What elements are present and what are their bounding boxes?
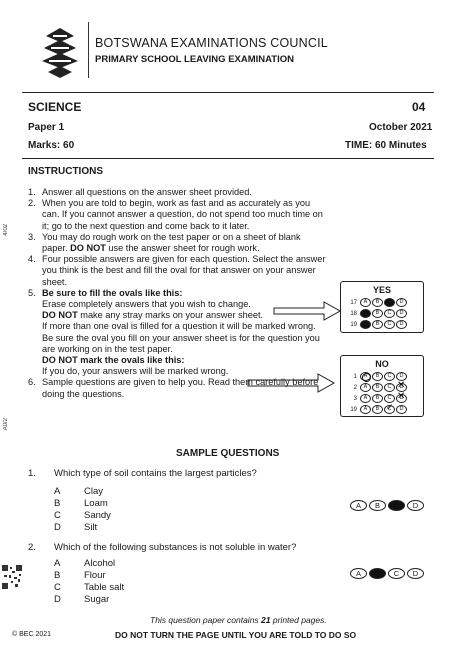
option-letter: B — [54, 498, 61, 509]
item-line: Be sure the oval you fill on your answer sheet is for the question you are working on in the test paper. — [42, 332, 320, 354]
option-text: Sugar — [84, 594, 110, 605]
example-oval: D — [396, 298, 407, 307]
item-text: Sample questions are given to help you. Read them carefully before doing the questions. — [42, 377, 319, 399]
margin-code: A0/2 — [3, 418, 9, 431]
option — [54, 594, 124, 606]
margin-code: 4/02 — [3, 224, 9, 236]
answer-oval: C — [388, 500, 405, 511]
example-oval: D — [396, 405, 407, 414]
item-number: 5. — [28, 287, 36, 298]
example-row-number: 19 — [350, 406, 357, 413]
sample-question-text: Which of the following substances is not soluble in water? — [54, 542, 297, 553]
organisation-name: BOTSWANA EXAMINATIONS COUNCIL — [95, 36, 328, 50]
example-oval: A — [360, 320, 371, 329]
answer-oval: B — [369, 568, 386, 579]
item-number: 4. — [28, 254, 36, 265]
example-oval: C — [384, 309, 395, 318]
example-oval: D — [396, 372, 407, 381]
instruction-item — [28, 187, 328, 198]
qr-code-icon — [2, 565, 22, 589]
note-text: printed pages. — [270, 615, 327, 625]
instruction-item — [28, 254, 328, 288]
option-letter: C — [54, 582, 61, 593]
example-oval: A — [360, 372, 371, 381]
arrow-right-icon — [246, 372, 336, 394]
example-row-number: 2 — [353, 384, 357, 391]
panel-title: NO — [375, 359, 389, 369]
subject-code: 04 — [412, 100, 426, 114]
example-oval: B — [372, 372, 383, 381]
example-oval: C — [384, 394, 395, 403]
top-rule — [22, 92, 434, 93]
answer-oval: B — [369, 500, 386, 511]
option-text: Loam — [84, 498, 108, 509]
option-letter: C — [54, 510, 61, 521]
item-bold: DO NOT — [70, 243, 106, 254]
header-divider — [88, 22, 89, 78]
subject: SCIENCE — [28, 100, 82, 114]
option — [54, 570, 124, 582]
item-number: 1. — [28, 187, 36, 197]
answer-oval: C — [388, 568, 405, 579]
answer-ovals — [350, 500, 426, 511]
options-list — [54, 558, 124, 606]
example-oval: A — [360, 309, 371, 318]
footer-warning: DO NOT TURN THE PAGE UNTIL YOU ARE TOLD TO DO SO — [115, 630, 357, 640]
example-row — [345, 297, 419, 308]
copyright: © BEC 2021 — [12, 631, 52, 638]
example-row-number: 1 — [353, 373, 357, 380]
example-oval: B — [372, 383, 383, 392]
item-line: If more than one oval is filled for a question it will be marked wrong. — [42, 321, 316, 332]
option-letter: A — [54, 486, 61, 497]
example-row — [345, 371, 419, 382]
example-oval: A — [360, 298, 371, 307]
options-list — [54, 486, 111, 534]
instruction-item — [28, 232, 328, 254]
example-oval: ✓ C — [384, 405, 395, 414]
answer-oval: A — [350, 500, 367, 511]
option-letter: B — [54, 570, 61, 581]
incorrect-marking-example — [340, 355, 424, 417]
example-oval: B — [372, 309, 383, 318]
item-number: 6. — [28, 377, 36, 388]
arrow-right-icon — [272, 300, 342, 322]
option-text: Table salt — [84, 582, 125, 593]
option — [54, 510, 111, 522]
sample-questions-title: SAMPLE QUESTIONS — [176, 448, 280, 459]
sample-question-number: 2. — [28, 542, 36, 553]
panel-title: YES — [372, 285, 391, 295]
correct-marking-example — [340, 281, 424, 333]
option-text: Flour — [84, 570, 106, 581]
example-oval: B — [372, 394, 383, 403]
example-row — [345, 308, 419, 319]
example-oval: C — [384, 298, 395, 307]
note-text: This question paper contains — [150, 615, 262, 625]
instructions-title: INSTRUCTIONS — [28, 166, 103, 177]
answer-oval: D — [407, 500, 424, 511]
item-bold: DO NOT mark the ovals like this: — [42, 355, 185, 366]
examination-name: PRIMARY SCHOOL LEAVING EXAMINATION — [95, 54, 294, 65]
option — [54, 558, 124, 570]
answer-oval: D — [407, 568, 424, 579]
option-text: Clay — [84, 486, 104, 497]
example-oval: B — [372, 320, 383, 329]
example-row-number: 18 — [350, 310, 357, 317]
item-line: Erase completely answers that you wish to change. — [42, 299, 251, 310]
item-text: Answer all questions on the answer sheet provided. — [42, 187, 252, 197]
example-row — [345, 393, 419, 404]
page-count: 21 — [261, 615, 271, 625]
example-row — [345, 319, 419, 330]
answer-oval: A — [350, 568, 367, 579]
option — [54, 486, 111, 498]
sample-question-text: Which type of soil contains the largest particles? — [54, 468, 257, 479]
exam-date: October 2021 — [369, 122, 433, 133]
example-row — [345, 404, 419, 415]
marks: Marks: 60 — [28, 140, 75, 151]
example-row — [345, 382, 419, 393]
option-text: Alcohol — [84, 558, 116, 569]
instruction-item — [28, 198, 328, 232]
example-oval: ✕ D — [396, 383, 407, 392]
instructions-list — [28, 187, 328, 400]
item-heading: Be sure to fill the ovals like this: — [42, 287, 183, 298]
item-text: You may do rough work on the test paper or on a sheet of blank paper. — [42, 231, 301, 254]
answer-ovals — [350, 568, 426, 579]
example-oval: D — [396, 309, 407, 318]
example-oval: C — [384, 372, 395, 381]
exam-time: TIME: 60 Minutes — [345, 140, 427, 151]
item-line: If you do, your answers will be marked wrong. — [42, 366, 229, 377]
item-number: 3. — [28, 231, 36, 242]
option-text: Silt — [84, 522, 98, 533]
option — [54, 498, 111, 510]
printed-pages-note — [150, 615, 327, 625]
example-oval: A — [360, 383, 371, 392]
example-oval: B — [372, 298, 383, 307]
example-oval: B — [372, 405, 383, 414]
option-letter: D — [54, 522, 61, 533]
mid-rule — [22, 158, 434, 159]
example-oval: D — [396, 320, 407, 329]
example-oval: A — [360, 405, 371, 414]
item-bold: DO NOT — [42, 310, 78, 321]
item-text: Four possible answers are given for each question. Select the answer you think is the best and fill the oval for that answer on your answer sheet. — [42, 254, 326, 287]
option-letter: D — [54, 594, 61, 605]
option-text: Sandy — [84, 510, 111, 521]
item-text: make any stray marks on your answer sheet. — [77, 310, 264, 321]
example-oval: C — [384, 320, 395, 329]
example-row-number: 3 — [353, 395, 357, 402]
example-oval: A — [360, 394, 371, 403]
example-row-number: 17 — [350, 299, 357, 306]
paper-number: Paper 1 — [28, 122, 65, 133]
item-text: use the answer sheet for rough work. — [105, 243, 260, 254]
example-oval: ✕ D — [396, 394, 407, 403]
example-row-number: 19 — [350, 321, 357, 328]
item-number: 2. — [28, 198, 36, 209]
option — [54, 582, 124, 594]
bec-logo-icon — [38, 26, 82, 80]
option — [54, 522, 111, 534]
option-letter: A — [54, 558, 61, 569]
example-oval: C — [384, 383, 395, 392]
sample-question-number: 1. — [28, 468, 36, 479]
item-text: When you are told to begin, work as fast and as accurately as you can. If you cannot answer a question, do not spend too much time on it; go to the next question and come back to it later. — [42, 198, 323, 231]
